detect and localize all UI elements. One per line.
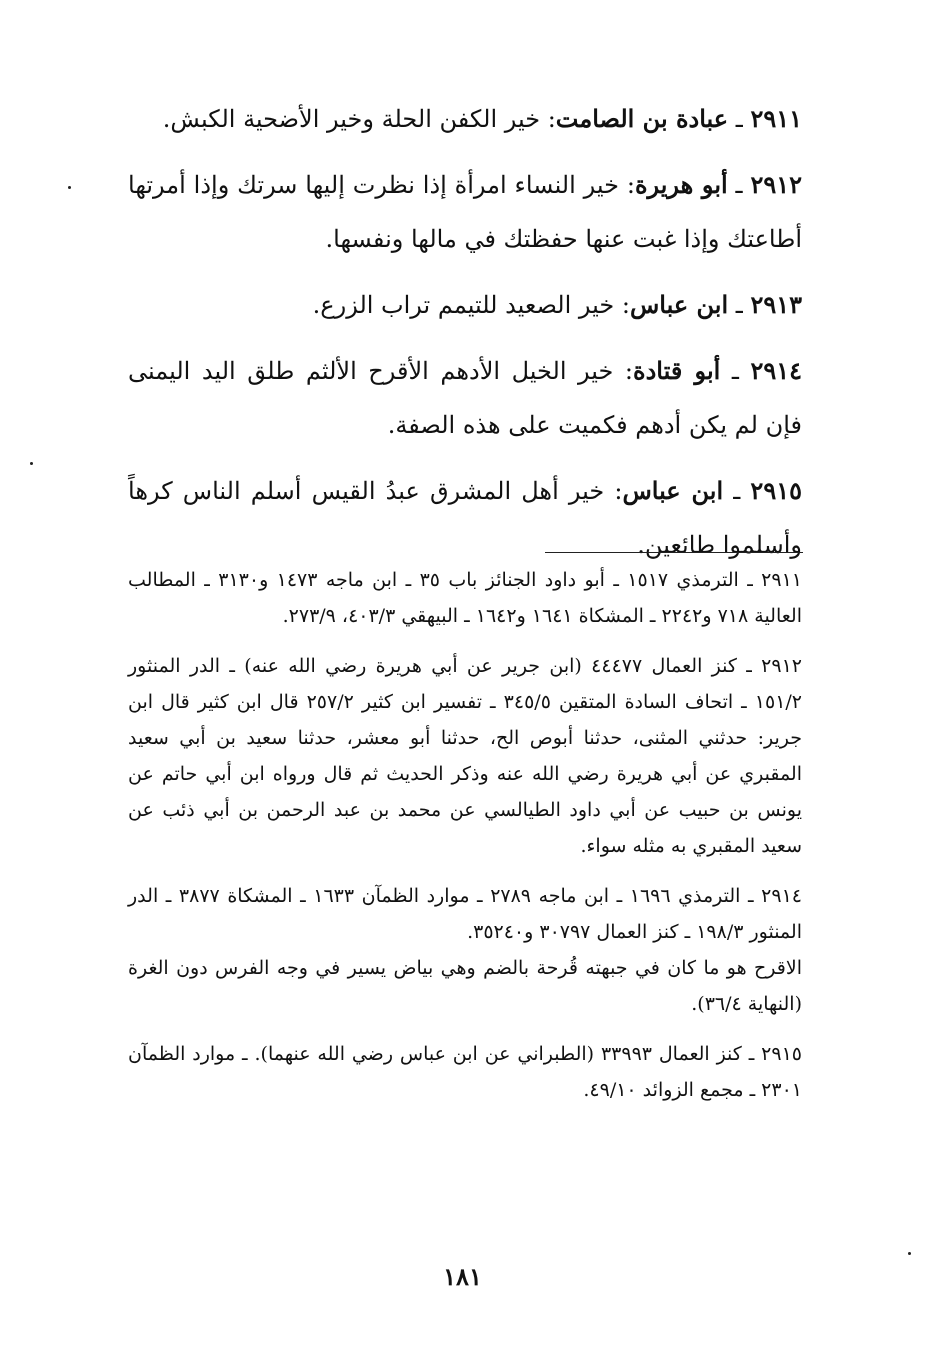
hadith-number: ٢٩١٢ (750, 170, 803, 199)
hadith-list (128, 92, 802, 584)
hadith-narrator: أبو هريرة (634, 170, 728, 199)
hadith-entry: ٢٩١٢ ـ أبو هريرة: خير النساء امرأة إذا نظرت إليها سرتك وإذا أمرتها أطاعتك وإذا غبت عنها حفظتك في مالها ونفسها. (128, 170, 803, 253)
hadith-entry: ٢٩١٥ ـ ابن عباس: خير أهل المشرق عبدُ القيس أسلم الناس كرهاً وأسلموا طائعين. (128, 476, 802, 559)
hadith-number: ٢٩١٣ (750, 290, 802, 319)
hadith-number: ٢٩١٥ (750, 476, 802, 505)
hadith-narrator: ابن عباس (622, 476, 724, 505)
footnote-gloss: الاقرح هو ما كان في جبهته قُرحة بالضم وهي بياض يسير في وجه الفرس دون الغرة (النهاية ٣٦/٤). (128, 957, 802, 1015)
scan-speck (68, 186, 71, 189)
hadith-entry: ٢٩١١ ـ عبادة بن الصامت: خير الكفن الحلة وخير الأضحية الكبش. (162, 104, 802, 133)
footnote: ٢٩١٢ ـ كنز العمال ٤٤٤٧٧ (ابن جرير عن أبي هريرة رضي الله عنه) ـ الدر المنثور ١٥١/٢ ـ اتحاف السادة المتقين ٣٤٥/٥ ـ تفسير ابن كثير ٢٥٧/٢ قال ابن كثير قال ابن جرير: حدثني المثنى، حدثنا أبوص الح، حدثنا أبو معشر، حدثنا سعيد بن أبي سعيد المقبري عن أبي هريرة رضي الله عنه وذكر الحديث ثم قال ورواه ابن أبي حاتم عن يونس بن حبيب عن أبي داود الطيالسي عن محمد بن عبد الرحمن بن أبي ذئب عن سعيد المقبري به مثله سواء. (128, 655, 803, 857)
footnotes (128, 562, 802, 1122)
hadith-narrator: ابن عباس (629, 290, 729, 319)
hadith-text: خير الصعيد للتيمم تراب الزرع. (312, 291, 615, 319)
hadith-narrator: أبو قتادة (633, 356, 721, 385)
footnote-separator (545, 552, 803, 553)
hadith-text: خير الكفن الحلة وخير الأضحية الكبش. (162, 105, 541, 133)
hadith-text: خير النساء امرأة إذا نظرت إليها سرتك وإذا أمرتها أطاعتك وإذا غبت عنها حفظتك في مالها ونفسها. (128, 171, 802, 253)
hadith-number: ٢٩١٤ (750, 356, 802, 385)
hadith-number: ٢٩١١ (750, 104, 802, 133)
footnote: ٢٩١١ ـ الترمذي ١٥١٧ ـ أبو داود الجنائز باب ٣٥ ـ ابن ماجه ١٤٧٣ و٣١٣٠ ـ المطالب العالية ٧١٨ و٢٢٤٢ ـ المشكاة ١٦٤١ و١٦٤٢ ـ البيهقي ٤٠٣/٣، ٢٧٣/٩. (128, 569, 802, 627)
hadith-narrator: عبادة بن الصامت (555, 104, 729, 133)
hadith-entry: ٢٩١٤ ـ أبو قتادة: خير الخيل الأدهم الأقرح الألثم طلق اليد اليمنى فإن لم يكن أدهم فكميت على هذه الصفة. (128, 356, 802, 439)
scan-speck (30, 462, 33, 465)
scan-speck (908, 1252, 911, 1255)
page-number: ١٨١ (443, 1262, 482, 1291)
footnote: ٢٩١٥ ـ كنز العمال ٣٣٩٩٣ (الطبراني عن ابن عباس رضي الله عنهما). ـ موارد الظمآن ٢٣٠١ ـ مجمع الزوائد ٤٩/١٠. (128, 1043, 802, 1101)
footnote: ٢٩١٤ ـ الترمذي ١٦٩٦ ـ ابن ماجه ٢٧٨٩ ـ موارد الظمآن ١٦٣٣ ـ المشكاة ٣٨٧٧ ـ الدر المنثور ١٩٨/٣ ـ كنز العمال ٣٠٧٩٧ و٣٥٢٤٠. (128, 885, 802, 943)
hadith-entry: ٢٩١٣ ـ ابن عباس: خير الصعيد للتيمم تراب الزرع. (312, 290, 802, 319)
hadith-text: خير الخيل الأدهم الأقرح الألثم طلق اليد اليمنى فإن لم يكن أدهم فكميت على هذه الصفة. (128, 357, 802, 439)
hadith-text: خير أهل المشرق عبدُ القيس أسلم الناس كرهاً وأسلموا طائعين. (128, 477, 802, 559)
